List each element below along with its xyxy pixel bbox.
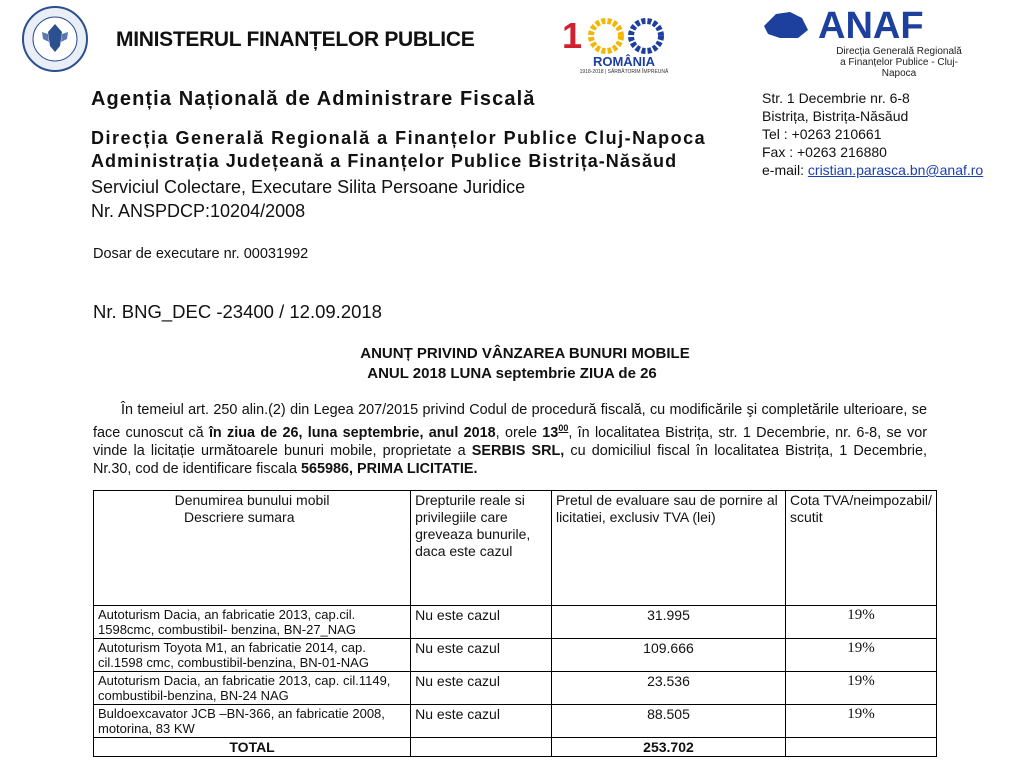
centenary-logo bbox=[554, 14, 694, 74]
row-rights: Nu este cazul bbox=[411, 639, 552, 672]
owner-name: SERBIS SRL, bbox=[471, 442, 565, 459]
header-goods-name-line1: Denumirea bunului mobil bbox=[174, 492, 330, 508]
anaf-regional-subtitle bbox=[826, 46, 972, 79]
total-empty-rights bbox=[411, 738, 552, 757]
total-empty-vat bbox=[786, 738, 937, 757]
agency-name: Agenția Națională de Administrare Fiscală bbox=[91, 88, 536, 110]
service-name: Serviciul Colectare, Executare Silita Persoane Juridice bbox=[91, 177, 526, 197]
row-price: 23.536 bbox=[551, 672, 785, 705]
announcement-paragraph bbox=[93, 401, 927, 478]
header-vat: Cota TVA/neimpozabil/ scutit bbox=[786, 491, 937, 606]
table-row bbox=[94, 606, 937, 639]
row-vat: 19% bbox=[786, 672, 937, 705]
contact-fax: Fax : +0263 216880 bbox=[762, 144, 887, 160]
contact-email-line bbox=[762, 161, 983, 179]
table-row bbox=[94, 639, 937, 672]
anspdcp-number: Nr. ANSPDCP:10204/2008 bbox=[91, 201, 306, 221]
paragraph-text-2: , orele bbox=[495, 424, 543, 441]
row-description: Autoturism Dacia, an fabricatie 2013, cap.cil. 1598cmc, combustibil- benzina, BN-27_NAG bbox=[94, 606, 411, 639]
ministry-name: MINISTERUL FINANȚELOR PUBLICE bbox=[116, 28, 475, 51]
total-label: TOTAL bbox=[94, 738, 411, 757]
row-rights: Nu este cazul bbox=[411, 606, 552, 639]
row-price: 88.505 bbox=[551, 705, 785, 738]
header-goods-name bbox=[94, 491, 411, 606]
contact-block bbox=[762, 89, 983, 179]
regional-directorate: Direcția Generală Regională a Finanțelor Publice Cluj-Napoca bbox=[91, 128, 707, 148]
header-price: Pretul de evaluare sau de pornire al licitatiei, exclusiv TVA (lei) bbox=[551, 491, 785, 606]
table-header-row bbox=[94, 491, 937, 606]
row-rights: Nu este cazul bbox=[411, 672, 552, 705]
contact-city: Bistrița, Bistrița-Năsăud bbox=[762, 108, 909, 124]
total-row bbox=[94, 738, 937, 757]
row-description: Buldoexcavator JCB –BN-366, an fabricatie 2008, motorina, 83 KW bbox=[94, 705, 411, 738]
row-vat: 19% bbox=[786, 639, 937, 672]
email-link[interactable]: cristian.parasca.bn@anaf.ro bbox=[807, 162, 984, 178]
row-vat: 19% bbox=[786, 705, 937, 738]
ministry-seal-logo bbox=[22, 6, 88, 72]
row-vat: 19% bbox=[786, 606, 937, 639]
contact-street: Str. 1 Decembrie nr. 6-8 bbox=[762, 90, 910, 106]
county-administration: Administrația Județeană a Finanțelor Publice Bistrița-Năsăud bbox=[91, 151, 678, 171]
total-value: 253.702 bbox=[551, 738, 785, 757]
paragraph-text-1: În temeiul art. 250 alin.(2) din Legea 207/2015 privind Codul de procedură fiscală, cu modificările şi completările ulterioare, se face cunoscut că bbox=[93, 402, 927, 441]
centenary-word: ROMÂNIA bbox=[592, 54, 656, 69]
anaf-subtitle-line1: Direcția Generală Regională bbox=[836, 46, 962, 57]
auction-date: în ziua de 26, luna septembrie, anul 2018 bbox=[208, 424, 496, 441]
row-rights: Nu este cazul bbox=[411, 705, 552, 738]
header-goods-name-line2: Descriere sumara bbox=[184, 509, 295, 525]
anaf-brand-text: ANAF bbox=[818, 5, 924, 44]
anaf-subtitle-line2: a Finanțelor Publice - Cluj-Napoca bbox=[840, 57, 958, 79]
paragraph-text-4: cu domiciliul fiscal în localitatea Bistrița, 1 Decembrie, Nr.30, cod de identificare fiscala bbox=[93, 442, 927, 477]
auction-minutes: 00 bbox=[558, 423, 569, 433]
paragraph-text-3: , în localitatea Bistrița, str. 1 Decembrie, nr. 6-8, se vor vinde la licitație următoarele bunuri mobile, proprietate a bbox=[93, 424, 927, 459]
centenary-subtitle: 1918-2018 | SĂRBĂTORIM ÎMPREUNĂ bbox=[579, 69, 669, 74]
table-row bbox=[94, 672, 937, 705]
anaf-logo bbox=[762, 4, 992, 44]
document-title: ANUNȚ PRIVIND VÂNZAREA BUNURI MOBILE bbox=[360, 345, 690, 362]
row-price: 31.995 bbox=[551, 606, 785, 639]
row-price: 109.666 bbox=[551, 639, 785, 672]
email-label: e-mail: bbox=[762, 162, 808, 178]
auction-time bbox=[542, 425, 568, 441]
row-description: Autoturism Dacia, an fabricatie 2013, cap. cil.1149, combustibil-benzina, BN-24 NAG bbox=[94, 672, 411, 705]
goods-table bbox=[93, 490, 937, 757]
document-date-line: ANUL 2018 LUNA septembrie ZIUA de 26 bbox=[367, 365, 657, 382]
enforcement-file-number: Dosar de executare nr. 00031992 bbox=[93, 246, 309, 262]
registration-number: Nr. BNG_DEC -23400 / 12.09.2018 bbox=[93, 301, 382, 322]
auction-hour: 13 bbox=[542, 424, 559, 441]
table-row bbox=[94, 705, 937, 738]
header-real-rights: Drepturile reale si privilegiile care greveaza bunurile, daca este cazul bbox=[411, 491, 552, 606]
fiscal-code: 565986, PRIMA LICITATIE. bbox=[300, 460, 478, 477]
row-description: Autoturism Toyota M1, an fabricatie 2014, cap. cil.1598 cmc, combustibil-benzina, BN-01-NAG bbox=[94, 639, 411, 672]
contact-tel: Tel : +0263 210661 bbox=[762, 126, 882, 142]
svg-text:1: 1 bbox=[562, 15, 583, 56]
